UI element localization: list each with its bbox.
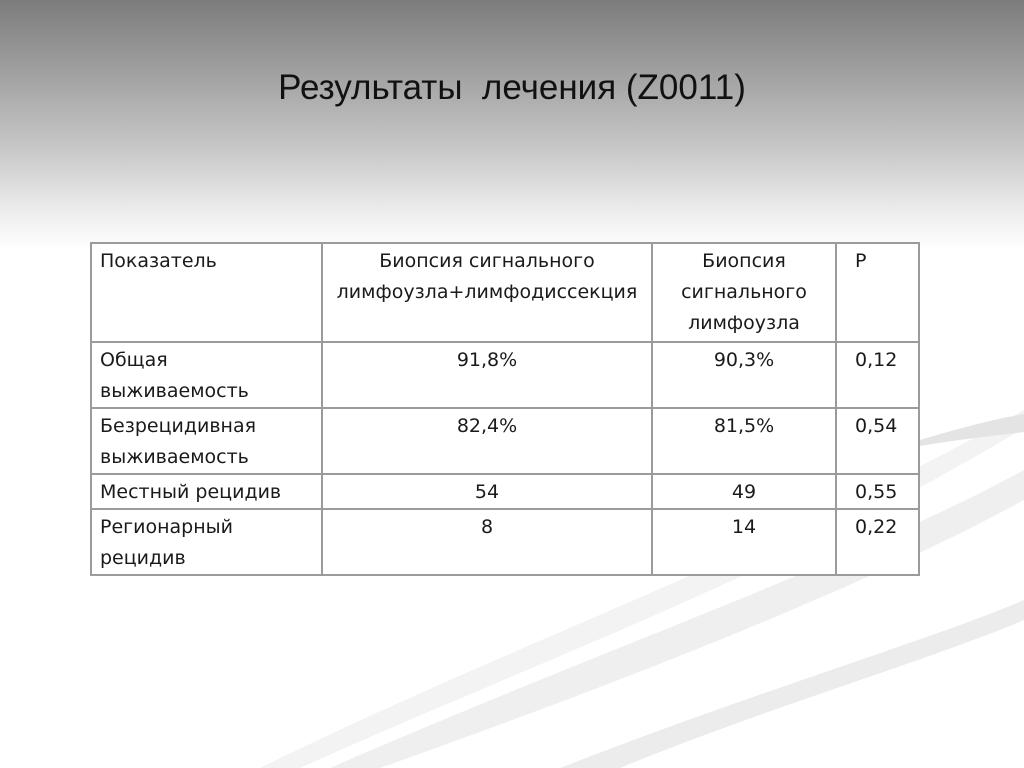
p-value-cell: 0,22 bbox=[836, 509, 919, 575]
value-cell: 90,3% bbox=[652, 342, 836, 408]
row-label-cell: Безрецидивная выживаемость bbox=[91, 408, 322, 474]
value-cell: 54 bbox=[322, 474, 652, 509]
value-cell: 14 bbox=[652, 509, 836, 575]
p-value-cell: 0,12 bbox=[836, 342, 919, 408]
table-header-row bbox=[91, 243, 919, 342]
p-value-cell: 0,54 bbox=[836, 408, 919, 474]
row-label-cell: Местный рецидив bbox=[91, 474, 322, 509]
slide-title: Результаты лечения (Z0011) bbox=[278, 68, 746, 107]
value-cell: 91,8% bbox=[322, 342, 652, 408]
table-row bbox=[91, 509, 919, 575]
value-cell: 82,4% bbox=[322, 408, 652, 474]
value-cell: 49 bbox=[652, 474, 836, 509]
row-label-cell: Регионарный рецидив bbox=[91, 509, 322, 575]
header-cell: P bbox=[836, 243, 919, 342]
table-row bbox=[91, 342, 919, 408]
row-label-cell: Общая выживаемость bbox=[91, 342, 322, 408]
value-cell: 8 bbox=[322, 509, 652, 575]
table-row bbox=[91, 474, 919, 509]
header-cell: Биопсия сигнального лимфоузла+лимфодиссекция bbox=[322, 243, 652, 342]
header-cell: Биопсия сигнального лимфоузла bbox=[652, 243, 836, 342]
table-row bbox=[91, 408, 919, 474]
value-cell: 81,5% bbox=[652, 408, 836, 474]
p-value-cell: 0,55 bbox=[836, 474, 919, 509]
header-cell: Показатель bbox=[91, 243, 322, 342]
results-table bbox=[90, 242, 920, 576]
